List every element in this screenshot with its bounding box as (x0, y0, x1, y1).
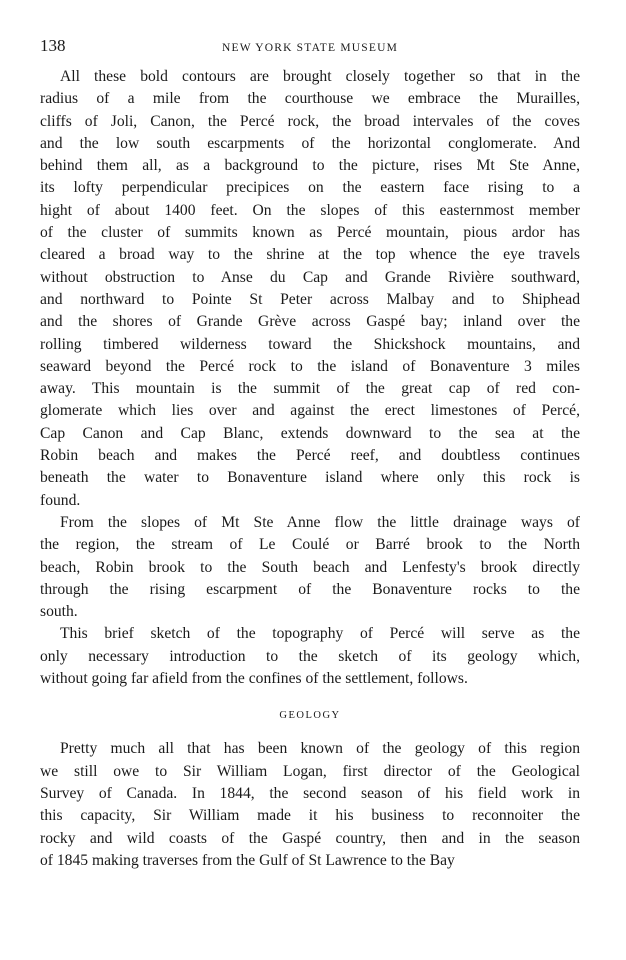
text-line: and the low south escarpments of the horizontal conglomerate. And (40, 134, 580, 152)
text-line: through the rising escarpment of the Bonaventure rocks to the (40, 580, 580, 598)
page-number: 138 (40, 36, 66, 55)
text-line: found. (40, 491, 81, 509)
section-heading: GEOLOGY (279, 710, 341, 722)
text-line: Survey of Canada. In 1844, the second season of his field work in (40, 784, 580, 802)
text-line: From the slopes of Mt Ste Anne flow the little drainage ways of (60, 513, 580, 531)
text-line: radius of a mile from the courthouse we embrace the Murailles, (40, 90, 580, 108)
text-line: of 1845 making traverses from the Gulf of St Lawrence to the Bay (40, 851, 455, 869)
text-line: hight of about 1400 feet. On the slopes of this easternmost member (40, 201, 580, 219)
text-line: beach, Robin brook to the South beach and Lenfesty's brook directly (40, 558, 580, 576)
text-line: Pretty much all that has been known of the geology of this region (60, 740, 580, 758)
text-line: Robin beach and makes the Percé reef, and doubtless continues (40, 447, 580, 465)
section-body-text (40, 738, 580, 872)
text-line: beneath the water to Bonaventure island where only this rock is (40, 469, 580, 487)
body-text (40, 66, 580, 690)
text-line: this capacity, Sir William made it his business to reconnoiter the (40, 807, 580, 825)
text-line: rocky and wild coasts of the Gaspé country, then and in the season (40, 829, 580, 847)
text-line: All these bold contours are brought closely together so that in the (60, 68, 580, 85)
text-line: without going far afield from the confines of the settlement, follows. (40, 670, 468, 688)
text-line: of the cluster of summits known as Percé mountain, pious ardor has (40, 224, 580, 242)
text-line: rolling timbered wilderness toward the Shickshock mountains, and (40, 335, 580, 353)
text-line: away. This mountain is the summit of the great cap of red con- (40, 380, 580, 398)
text-line: This brief sketch of the topography of Percé will serve as the (60, 625, 580, 643)
text-line: its lofty perpendicular precipices on the eastern face rising to a (40, 179, 580, 197)
text-line: cliffs of Joli, Canon, the Percé rock, the broad intervales of the coves (40, 112, 580, 130)
running-head (40, 36, 580, 58)
text-line: and northward to Pointe St Peter across Malbay and to Shiphead (40, 290, 580, 308)
paragraph (40, 623, 580, 690)
text-line: without obstruction to Anse du Cap and Grande Rivière southward, (40, 268, 580, 286)
text-line: and the shores of Grande Grève across Gaspé bay; inland over the (40, 313, 580, 331)
text-line: only necessary introduction to the sketch of its geology which, (40, 647, 580, 665)
paragraph (40, 512, 580, 623)
text-line: south. (40, 603, 78, 621)
text-line: the region, the stream of Le Coulé or Barré brook to the North (40, 536, 580, 554)
paragraph (40, 66, 580, 512)
text-line: glomerate which lies over and against the erect limestones of Percé, (40, 402, 580, 420)
running-title: NEW YORK STATE MUSEUM (221, 42, 399, 54)
paragraph (40, 738, 580, 872)
text-line: Cap Canon and Cap Blanc, extends downward to the sea at the (40, 424, 580, 442)
text-line: we still owe to Sir William Logan, first director of the Geological (40, 762, 580, 780)
text-line: cleared a broad way to the shrine at the top whence the eye travels (40, 246, 580, 264)
text-line: seaward beyond the Percé rock to the island of Bonaventure 3 miles (40, 357, 580, 375)
book-page (40, 36, 580, 872)
text-line: behind them all, as a background to the picture, rises Mt Ste Anne, (40, 157, 580, 175)
